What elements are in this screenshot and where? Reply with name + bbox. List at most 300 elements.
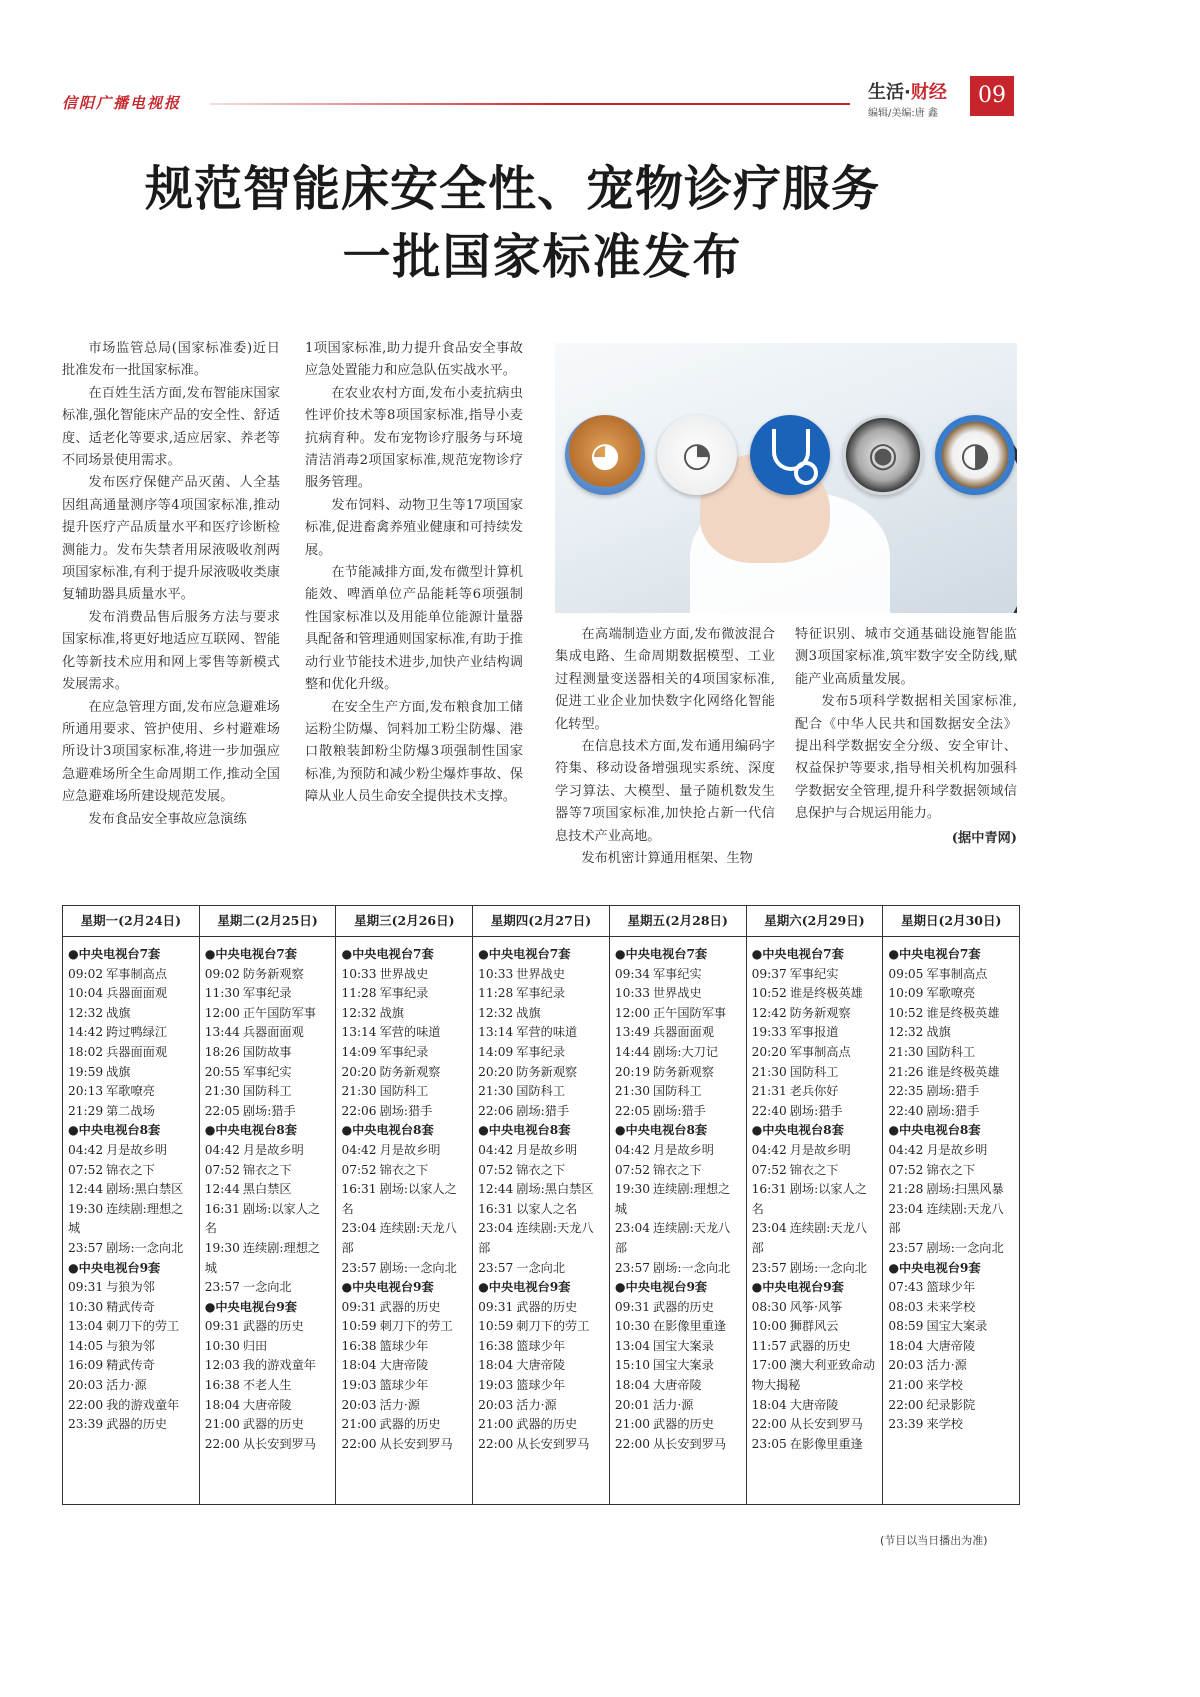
program-time: 22:05 bbox=[614, 1103, 650, 1118]
program-title: 从长安到罗马 bbox=[516, 1436, 590, 1451]
program-time: 19:30 bbox=[68, 1201, 104, 1216]
program-time: 23:39 bbox=[68, 1417, 104, 1432]
program-listing bbox=[341, 1415, 468, 1435]
article-paragraph: 发布医疗保健产品灭菌、人全基因组高通量测序等4项国家标准,推动提升医疗产品质量水平和医疗诊断检测能力。发布失禁者用尿液吸收剂两项国家标准,有利于提升尿液吸收类康复辅助器具质量水平。 bbox=[62, 475, 280, 603]
program-title: 从长安到罗马 bbox=[379, 1436, 453, 1451]
program-title: 军事报道 bbox=[789, 1025, 839, 1040]
program-listing bbox=[888, 1415, 1015, 1435]
program-time: 21:00 bbox=[888, 1378, 924, 1393]
schedule-day-column bbox=[335, 906, 472, 1504]
schedule-day-column bbox=[609, 906, 746, 1504]
program-title: 锦衣之下 bbox=[516, 1162, 566, 1177]
program-listing bbox=[752, 1004, 879, 1024]
program-time: 13:04 bbox=[68, 1319, 104, 1334]
program-title: 剧场:猎手 bbox=[926, 1084, 980, 1099]
program-title: 月是故乡明 bbox=[516, 1142, 578, 1157]
program-time: 09:02 bbox=[204, 966, 240, 981]
program-time: 12:32 bbox=[68, 1005, 104, 1020]
program-title: 来学校 bbox=[926, 1378, 963, 1393]
article-column-1 bbox=[62, 338, 280, 831]
program-time: 14:44 bbox=[614, 1044, 650, 1059]
program-title: 武器的历史 bbox=[516, 1417, 578, 1432]
program-listing bbox=[615, 1063, 742, 1083]
program-time: 18:26 bbox=[204, 1044, 240, 1059]
program-listing bbox=[478, 1219, 605, 1258]
program-listing bbox=[205, 1043, 332, 1063]
program-title: 第二战场 bbox=[106, 1103, 155, 1118]
program-listing bbox=[205, 1396, 332, 1416]
program-listing bbox=[341, 1082, 468, 1102]
article-column-3 bbox=[555, 624, 775, 870]
program-time: 09:31 bbox=[614, 1299, 650, 1314]
program-title: 精武传奇 bbox=[106, 1358, 155, 1373]
program-time: 11:28 bbox=[341, 986, 377, 1001]
program-time: 20:20 bbox=[341, 1064, 377, 1079]
program-title: 篮球少年 bbox=[926, 1280, 976, 1295]
program-title: 篮球少年 bbox=[516, 1378, 566, 1393]
program-time: 14:42 bbox=[68, 1025, 104, 1040]
program-time: 20:19 bbox=[614, 1064, 650, 1079]
program-time: 16:31 bbox=[204, 1201, 240, 1216]
program-time: 07:52 bbox=[751, 1162, 787, 1177]
headline bbox=[0, 158, 1200, 288]
program-listing bbox=[615, 1317, 742, 1337]
program-title: 兵器面面观 bbox=[106, 1044, 168, 1059]
program-title: 我的游戏童年 bbox=[242, 1358, 316, 1373]
program-time: 13:14 bbox=[341, 1025, 377, 1040]
header-rule bbox=[210, 103, 850, 105]
program-time: 21:00 bbox=[341, 1417, 377, 1432]
program-listing bbox=[205, 1082, 332, 1102]
program-title: 剧场:大刀记 bbox=[653, 1044, 719, 1059]
stethoscope-icon bbox=[750, 415, 830, 495]
program-time: 23:57 bbox=[68, 1240, 104, 1255]
program-time: 04:42 bbox=[341, 1142, 377, 1157]
program-title: 大唐帝陵 bbox=[926, 1338, 976, 1353]
channel-heading: ●中央电视台8套 bbox=[478, 1123, 571, 1138]
program-listing bbox=[478, 1141, 605, 1161]
program-listing bbox=[205, 1141, 332, 1161]
program-listing bbox=[888, 1239, 1015, 1259]
program-title: 在影像里重逢 bbox=[789, 1436, 863, 1451]
article-paragraph: 在应急管理方面,发布应急避难场所通用要求、管护使用、乡村避难场所设计3项国家标准,将进一步加强应急避难场所全生命周期工作,推动全国应急避难场所建设规范发展。 bbox=[62, 699, 280, 805]
editor-credit: 编辑/美编:唐 鑫 bbox=[868, 108, 938, 119]
program-title: 锦衣之下 bbox=[379, 1162, 429, 1177]
article-source: (据中青网) bbox=[951, 830, 1017, 846]
program-listing bbox=[615, 1396, 742, 1416]
program-title: 武器的历史 bbox=[653, 1417, 714, 1432]
program-title: 武器的历史 bbox=[653, 1299, 714, 1314]
program-time: 14:09 bbox=[478, 1044, 514, 1059]
program-title: 锦衣之下 bbox=[926, 1162, 976, 1177]
program-time: 10:30 bbox=[204, 1338, 240, 1353]
program-listing bbox=[478, 1180, 605, 1200]
program-listing bbox=[68, 1161, 195, 1181]
program-time: 20:55 bbox=[204, 1064, 240, 1079]
program-title: 战旗 bbox=[379, 1005, 404, 1020]
program-title: 国防科工 bbox=[789, 1064, 839, 1079]
program-listing bbox=[615, 1180, 742, 1219]
program-title: 军事制高点 bbox=[926, 966, 988, 981]
program-time: 22:35 bbox=[888, 1084, 924, 1099]
program-title: 兵器面面观 bbox=[106, 986, 168, 1001]
program-listing bbox=[752, 1435, 879, 1455]
program-listing bbox=[888, 1337, 1015, 1357]
program-title: 篮球少年 bbox=[379, 1378, 429, 1393]
channel-heading: ●中央电视台7套 bbox=[888, 947, 981, 961]
program-listing bbox=[478, 1396, 605, 1416]
program-time: 09:31 bbox=[341, 1299, 377, 1314]
program-listing bbox=[752, 1298, 879, 1318]
program-listing bbox=[615, 1259, 742, 1279]
program-title: 战旗 bbox=[926, 1025, 951, 1040]
program-title: 剧场:黑白禁区 bbox=[106, 1182, 184, 1197]
program-title: 军事纪实 bbox=[653, 966, 702, 981]
program-title: 军事纪录 bbox=[379, 986, 429, 1001]
program-listing bbox=[888, 965, 1015, 985]
program-time: 07:43 bbox=[888, 1280, 924, 1295]
program-time: 23:57 bbox=[888, 1240, 924, 1255]
program-title: 武器的历史 bbox=[242, 1319, 304, 1334]
program-time: 20:03 bbox=[68, 1378, 104, 1393]
program-time: 21:00 bbox=[204, 1417, 240, 1432]
program-listing bbox=[615, 1356, 742, 1376]
program-title: 谁是终极英雄 bbox=[926, 1064, 1000, 1079]
program-listing bbox=[478, 1337, 605, 1357]
masthead: 信阳广播电视报 bbox=[62, 94, 182, 112]
program-listing bbox=[478, 1415, 605, 1435]
program-time: 22:06 bbox=[341, 1103, 377, 1118]
program-title: 军事纪录 bbox=[516, 986, 566, 1001]
day-header: 星期六(2月29日) bbox=[747, 906, 883, 937]
program-time: 23:04 bbox=[341, 1221, 377, 1236]
program-listing bbox=[478, 1082, 605, 1102]
program-title: 锦衣之下 bbox=[789, 1162, 839, 1177]
program-listing bbox=[205, 1239, 332, 1278]
program-listing bbox=[888, 1004, 1015, 1024]
program-time: 22:00 bbox=[478, 1436, 514, 1451]
channel-heading: ●中央电视台8套 bbox=[888, 1123, 981, 1138]
program-title: 防务新观察 bbox=[379, 1064, 441, 1079]
program-time: 11:57 bbox=[751, 1338, 787, 1353]
channel-heading: ●中央电视台8套 bbox=[68, 1123, 161, 1138]
program-title: 国宝大案录 bbox=[653, 1338, 714, 1353]
program-listing bbox=[752, 1219, 879, 1258]
program-time: 10:52 bbox=[888, 1005, 924, 1020]
program-title: 剧场:猎手 bbox=[379, 1103, 433, 1118]
program-listing bbox=[888, 1102, 1015, 1122]
program-time: 10:52 bbox=[751, 986, 787, 1001]
program-time: 22:05 bbox=[204, 1103, 240, 1118]
program-title: 老兵你好 bbox=[789, 1084, 839, 1099]
program-title: 归田 bbox=[242, 1338, 268, 1353]
program-time: 21:00 bbox=[614, 1417, 650, 1432]
schedule-day-column bbox=[199, 906, 336, 1504]
program-title: 军事纪实 bbox=[789, 966, 839, 981]
program-listing bbox=[205, 1435, 332, 1455]
program-listing bbox=[478, 1259, 605, 1279]
program-time: 22:00 bbox=[341, 1436, 377, 1451]
program-listing bbox=[615, 984, 742, 1004]
program-time: 22:00 bbox=[614, 1436, 650, 1451]
program-listing bbox=[341, 1102, 468, 1122]
program-title: 剧场:一念向北 bbox=[653, 1260, 731, 1275]
program-title: 月是故乡明 bbox=[242, 1142, 304, 1157]
program-time: 21:00 bbox=[478, 1417, 514, 1432]
program-title: 正午国防军事 bbox=[653, 1005, 727, 1020]
program-title: 剧场:以家人之名 bbox=[751, 1182, 867, 1216]
program-title: 军营的味道 bbox=[379, 1025, 441, 1040]
program-title: 防务新观察 bbox=[516, 1064, 578, 1079]
program-listing bbox=[68, 1200, 195, 1239]
program-time: 23:39 bbox=[888, 1417, 924, 1432]
schedule-footnote: (节目以当日播出为准) bbox=[880, 1534, 988, 1547]
program-listing bbox=[68, 1396, 195, 1416]
program-listing bbox=[752, 1161, 879, 1181]
program-time: 07:52 bbox=[614, 1162, 650, 1177]
program-listing bbox=[341, 1043, 468, 1063]
program-listing bbox=[752, 1259, 879, 1279]
program-listing bbox=[752, 1180, 879, 1219]
program-listing bbox=[478, 1102, 605, 1122]
program-title: 在影像里重逢 bbox=[653, 1319, 727, 1334]
program-time: 10:30 bbox=[614, 1319, 650, 1334]
day-header: 星期二(2月25日) bbox=[200, 906, 336, 937]
program-listing bbox=[68, 1141, 195, 1161]
program-title: 剧场:一念向北 bbox=[379, 1260, 457, 1275]
program-time: 18:04 bbox=[614, 1378, 650, 1393]
program-title: 军事纪录 bbox=[516, 1044, 566, 1059]
program-title: 武器的历史 bbox=[106, 1417, 168, 1432]
program-listing bbox=[888, 1376, 1015, 1396]
channel-heading: ●中央电视台9套 bbox=[614, 1280, 708, 1295]
program-time: 20:03 bbox=[888, 1358, 924, 1373]
program-time: 12:44 bbox=[204, 1182, 240, 1197]
program-title: 连续剧:天龙八部 bbox=[478, 1221, 594, 1255]
article-paragraph: 发布食品安全事故应急演练 bbox=[88, 811, 247, 827]
program-listing bbox=[341, 1317, 468, 1337]
program-time: 21:28 bbox=[888, 1182, 924, 1197]
program-title: 军歌嘹亮 bbox=[926, 986, 976, 1001]
program-time: 21:30 bbox=[751, 1064, 787, 1079]
program-listing bbox=[752, 1415, 879, 1435]
program-title: 剧场:以家人之名 bbox=[204, 1201, 321, 1236]
terrier-icon: ◑ bbox=[935, 415, 1015, 495]
program-listing bbox=[341, 1298, 468, 1318]
program-listing bbox=[615, 1161, 742, 1181]
program-time: 16:38 bbox=[478, 1338, 514, 1353]
program-listing bbox=[478, 965, 605, 985]
program-title: 以家人之名 bbox=[516, 1201, 578, 1216]
program-title: 剧场:猎手 bbox=[242, 1103, 296, 1118]
program-time: 22:40 bbox=[888, 1103, 924, 1118]
article-paragraph: 在农业农村方面,发布小麦抗病虫性评价技术等8项国家标准,指导小麦抗病育种。发布宠物诊疗服务与环境清洁消毒2项国家标准,规范宠物诊疗服务管理。 bbox=[305, 385, 523, 491]
program-title: 武器的历史 bbox=[516, 1299, 578, 1314]
program-title: 国防科工 bbox=[379, 1084, 429, 1099]
program-time: 18:04 bbox=[341, 1358, 377, 1373]
program-time: 12:44 bbox=[478, 1182, 514, 1197]
article-paragraph: 在安全生产方面,发布粮食加工储运粉尘防爆、饲料加工粉尘防爆、港口散粮装卸粉尘防爆3项强制性国家标准,为预防和减少粉尘爆炸事故、保障从业人员生命安全提供技术支撑。 bbox=[305, 699, 523, 805]
program-time: 09:37 bbox=[751, 966, 787, 981]
day-header: 星期三(2月26日) bbox=[336, 906, 472, 937]
program-title: 锦衣之下 bbox=[106, 1162, 155, 1177]
program-listing bbox=[615, 1337, 742, 1357]
program-time: 04:42 bbox=[614, 1142, 650, 1157]
program-listing bbox=[615, 1298, 742, 1318]
program-listing bbox=[752, 965, 879, 985]
tv-schedule-table bbox=[62, 905, 1020, 1505]
program-title: 战旗 bbox=[106, 1064, 131, 1079]
channel-heading: ●中央电视台8套 bbox=[751, 1123, 844, 1138]
program-listing bbox=[478, 1298, 605, 1318]
program-time: 22:00 bbox=[888, 1397, 924, 1412]
article-paragraph: 1项国家标准,助力提升食品安全事故应急处置能力和应急队伍实战水平。 bbox=[305, 341, 523, 379]
article-paragraph: 发布机密计算通用框架、生物 bbox=[581, 851, 753, 867]
program-time: 04:42 bbox=[751, 1142, 787, 1157]
program-time: 07:52 bbox=[204, 1162, 240, 1177]
program-title: 狮群风云 bbox=[789, 1319, 839, 1334]
program-title: 国宝大案录 bbox=[926, 1319, 988, 1334]
program-title: 活力·源 bbox=[926, 1358, 967, 1373]
program-listing bbox=[68, 1004, 195, 1024]
program-listing bbox=[341, 1180, 468, 1219]
program-title: 兵器面面观 bbox=[653, 1025, 714, 1040]
program-listing bbox=[341, 1004, 468, 1024]
program-listing bbox=[615, 1004, 742, 1024]
program-listing bbox=[68, 1239, 195, 1259]
program-title: 活力·源 bbox=[379, 1397, 420, 1412]
program-time: 12:44 bbox=[68, 1182, 104, 1197]
channel-heading: ●中央电视台7套 bbox=[204, 947, 297, 961]
program-title: 未来学校 bbox=[926, 1299, 976, 1314]
program-time: 04:42 bbox=[888, 1142, 924, 1157]
program-title: 活力·源 bbox=[653, 1397, 694, 1412]
schedule-day-column bbox=[882, 906, 1019, 1504]
program-time: 09:05 bbox=[888, 966, 924, 981]
program-listing bbox=[478, 1023, 605, 1043]
program-time: 04:42 bbox=[478, 1142, 514, 1157]
program-title: 跨过鸭绿江 bbox=[106, 1025, 168, 1040]
program-listing bbox=[888, 1278, 1015, 1298]
program-listing bbox=[752, 1102, 879, 1122]
program-title: 剧场:一念向北 bbox=[789, 1260, 867, 1275]
program-listing bbox=[615, 1141, 742, 1161]
program-title: 剧场:扫黑风暴 bbox=[926, 1182, 1004, 1197]
program-listing bbox=[68, 984, 195, 1004]
schedule-day-column bbox=[746, 906, 883, 1504]
program-listing bbox=[68, 1082, 195, 1102]
program-title: 连续剧:天龙八部 bbox=[751, 1221, 867, 1255]
program-time: 10:04 bbox=[68, 986, 104, 1001]
program-time: 12:42 bbox=[751, 1005, 787, 1020]
program-time: 07:52 bbox=[478, 1162, 514, 1177]
program-listing bbox=[615, 1435, 742, 1455]
program-time: 08:30 bbox=[751, 1299, 787, 1314]
program-time: 16:31 bbox=[341, 1182, 377, 1197]
program-time: 19:33 bbox=[751, 1025, 787, 1040]
program-time: 14:09 bbox=[341, 1044, 377, 1059]
program-time: 21:30 bbox=[478, 1084, 514, 1099]
program-title: 连续剧:天龙八部 bbox=[614, 1221, 731, 1255]
program-listing bbox=[752, 1317, 879, 1337]
program-time: 12:03 bbox=[204, 1358, 240, 1373]
program-title: 剧场:猎手 bbox=[516, 1103, 570, 1118]
channel-heading: ●中央电视台7套 bbox=[68, 947, 161, 961]
program-title: 一念向北 bbox=[242, 1280, 292, 1295]
program-listing bbox=[888, 1043, 1015, 1063]
program-listing bbox=[888, 1063, 1015, 1083]
article-paragraph: 在百姓生活方面,发布智能床国家标准,强化智能床产品的安全性、舒适度、适老化等要求,适应居家、养老等不同场景使用需求。 bbox=[62, 385, 280, 469]
program-listing bbox=[341, 1435, 468, 1455]
program-listing bbox=[68, 1063, 195, 1083]
program-title: 武器的历史 bbox=[379, 1299, 441, 1314]
program-time: 13:44 bbox=[204, 1025, 240, 1040]
program-listing bbox=[68, 1337, 195, 1357]
program-listing bbox=[205, 1023, 332, 1043]
program-title: 军营的味道 bbox=[516, 1025, 578, 1040]
channel-heading: ●中央电视台9套 bbox=[888, 1260, 981, 1275]
program-time: 22:00 bbox=[204, 1436, 240, 1451]
day-header: 星期四(2月27日) bbox=[473, 906, 609, 937]
program-listing bbox=[341, 1259, 468, 1279]
program-time: 10:59 bbox=[478, 1319, 514, 1334]
program-time: 16:31 bbox=[478, 1201, 514, 1216]
program-title: 大唐帝陵 bbox=[653, 1378, 702, 1393]
program-title: 篮球少年 bbox=[379, 1338, 429, 1353]
program-listing bbox=[205, 1317, 332, 1337]
program-time: 23:57 bbox=[204, 1280, 240, 1295]
program-time: 18:04 bbox=[204, 1397, 240, 1412]
program-time: 20:20 bbox=[478, 1064, 514, 1079]
program-listing bbox=[752, 1023, 879, 1043]
program-time: 16:31 bbox=[751, 1182, 787, 1197]
program-time: 23:57 bbox=[341, 1260, 377, 1275]
program-title: 国宝大案录 bbox=[653, 1358, 714, 1373]
program-listing bbox=[205, 1004, 332, 1024]
program-listing bbox=[68, 1356, 195, 1376]
program-time: 09:31 bbox=[68, 1280, 104, 1295]
program-listing bbox=[68, 1102, 195, 1122]
article-paragraph: 特征识别、城市交通基础设施智能监测3项国家标准,筑牢数字安全防线,赋能产业高质量发展。 bbox=[795, 627, 1017, 687]
program-time: 22:40 bbox=[751, 1103, 787, 1118]
program-listing bbox=[341, 1063, 468, 1083]
article-paragraph: 在信息技术方面,发布通用编码字符集、移动设备增强现实系统、深度学习算法、大模型、量子随机数发生器等7项国家标准,加快抢占新一代信息技术产业高地。 bbox=[555, 739, 775, 844]
program-time: 11:30 bbox=[204, 986, 240, 1001]
program-title: 锦衣之下 bbox=[653, 1162, 702, 1177]
program-listing bbox=[68, 1043, 195, 1063]
program-listing bbox=[752, 984, 879, 1004]
program-time: 18:04 bbox=[888, 1338, 924, 1353]
program-title: 大唐帝陵 bbox=[242, 1397, 292, 1412]
program-title: 谁是终极英雄 bbox=[789, 986, 863, 1001]
program-title: 连续剧:天龙八部 bbox=[888, 1201, 1004, 1236]
program-title: 刺刀下的劳工 bbox=[106, 1319, 180, 1334]
program-time: 23:05 bbox=[751, 1436, 787, 1451]
channel-heading: ●中央电视台8套 bbox=[614, 1123, 708, 1138]
program-listing bbox=[478, 1200, 605, 1220]
program-title: 大唐帝陵 bbox=[516, 1358, 566, 1373]
program-listing bbox=[205, 1415, 332, 1435]
program-title: 防务新观察 bbox=[789, 1005, 851, 1020]
program-title: 世界战史 bbox=[516, 966, 566, 981]
program-title: 世界战史 bbox=[379, 966, 429, 981]
program-title: 剧场:以家人之名 bbox=[341, 1182, 457, 1216]
program-time: 16:09 bbox=[68, 1358, 104, 1373]
program-title: 精武传奇 bbox=[106, 1299, 155, 1314]
program-time: 20:03 bbox=[341, 1397, 377, 1412]
channel-heading: ●中央电视台7套 bbox=[341, 947, 434, 961]
program-time: 12:00 bbox=[614, 1005, 650, 1020]
